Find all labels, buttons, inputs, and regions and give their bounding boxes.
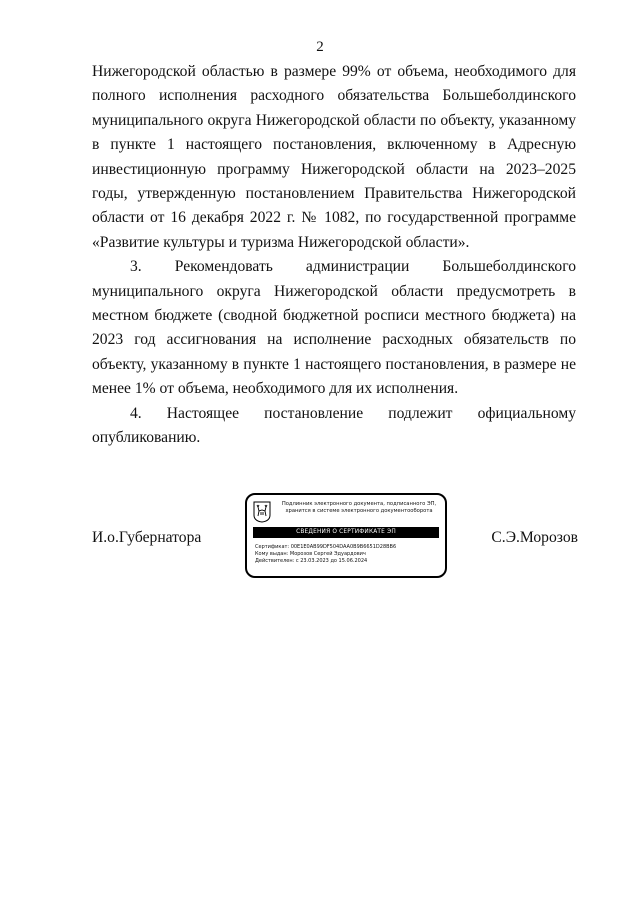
stamp-title-bar: СВЕДЕНИЯ О СЕРТИФИКАТЕ ЭП (253, 527, 439, 538)
signatory-name: С.Э.Морозов (491, 529, 578, 546)
stamp-header-line1: Подлинник электронного документа, подписанного ЭП, (281, 501, 437, 507)
electronic-signature-stamp (245, 493, 447, 578)
paragraph-item-4: 4. Настоящее постановление подлежит официальному опубликованию. (92, 404, 576, 447)
document-body (92, 60, 576, 451)
deer-emblem-icon (253, 501, 271, 523)
stamp-certificate: Сертификат: 00E1E0AB99DF504DAA0B9B6651D28BB6 (255, 544, 397, 550)
paragraph-item-3: 3. Рекомендовать администрации Большеболдинского муниципального округа Нижегородской области предусмотреть в местном бюджете (сводной бюджетной росписи местного бюджета) на 2023 год ассигнования на исполнение расходных обязательств по объекту, указанному в пункте 1 настоящего постановления, в размере не менее 1% от объема, необходимого для их исполнения. (92, 258, 576, 398)
stamp-validity: Действителен: с 23.03.2023 до 15.06.2024 (255, 558, 368, 564)
paragraph-continuation: Нижегородской областью в размере 99% от объема, необходимого для полного исполнения расходного обязательства Большеболдинского муниципального округа Нижегородской области по объекту, указанному в пункте 1 настоящего постановления, включенному в Адресную инвестиционную программу Нижегородской области на 2023–2025 годы, утвержденную постановлением Правительства Нижегородской области от 16 декабря 2022 г. № 1082, по государственной программе «Развитие культуры и туризма Нижегородской области». (92, 63, 576, 251)
stamp-header-line2: хранится в системе электронного документооборота (285, 508, 433, 514)
page-number: 2 (316, 39, 324, 55)
stamp-details (255, 544, 441, 565)
stamp-issued-to: Кому выдан: Морозов Сергей Эдуардович (255, 551, 366, 557)
signatory-position: И.о.Губернатора (92, 529, 202, 546)
stamp-header (277, 501, 441, 515)
